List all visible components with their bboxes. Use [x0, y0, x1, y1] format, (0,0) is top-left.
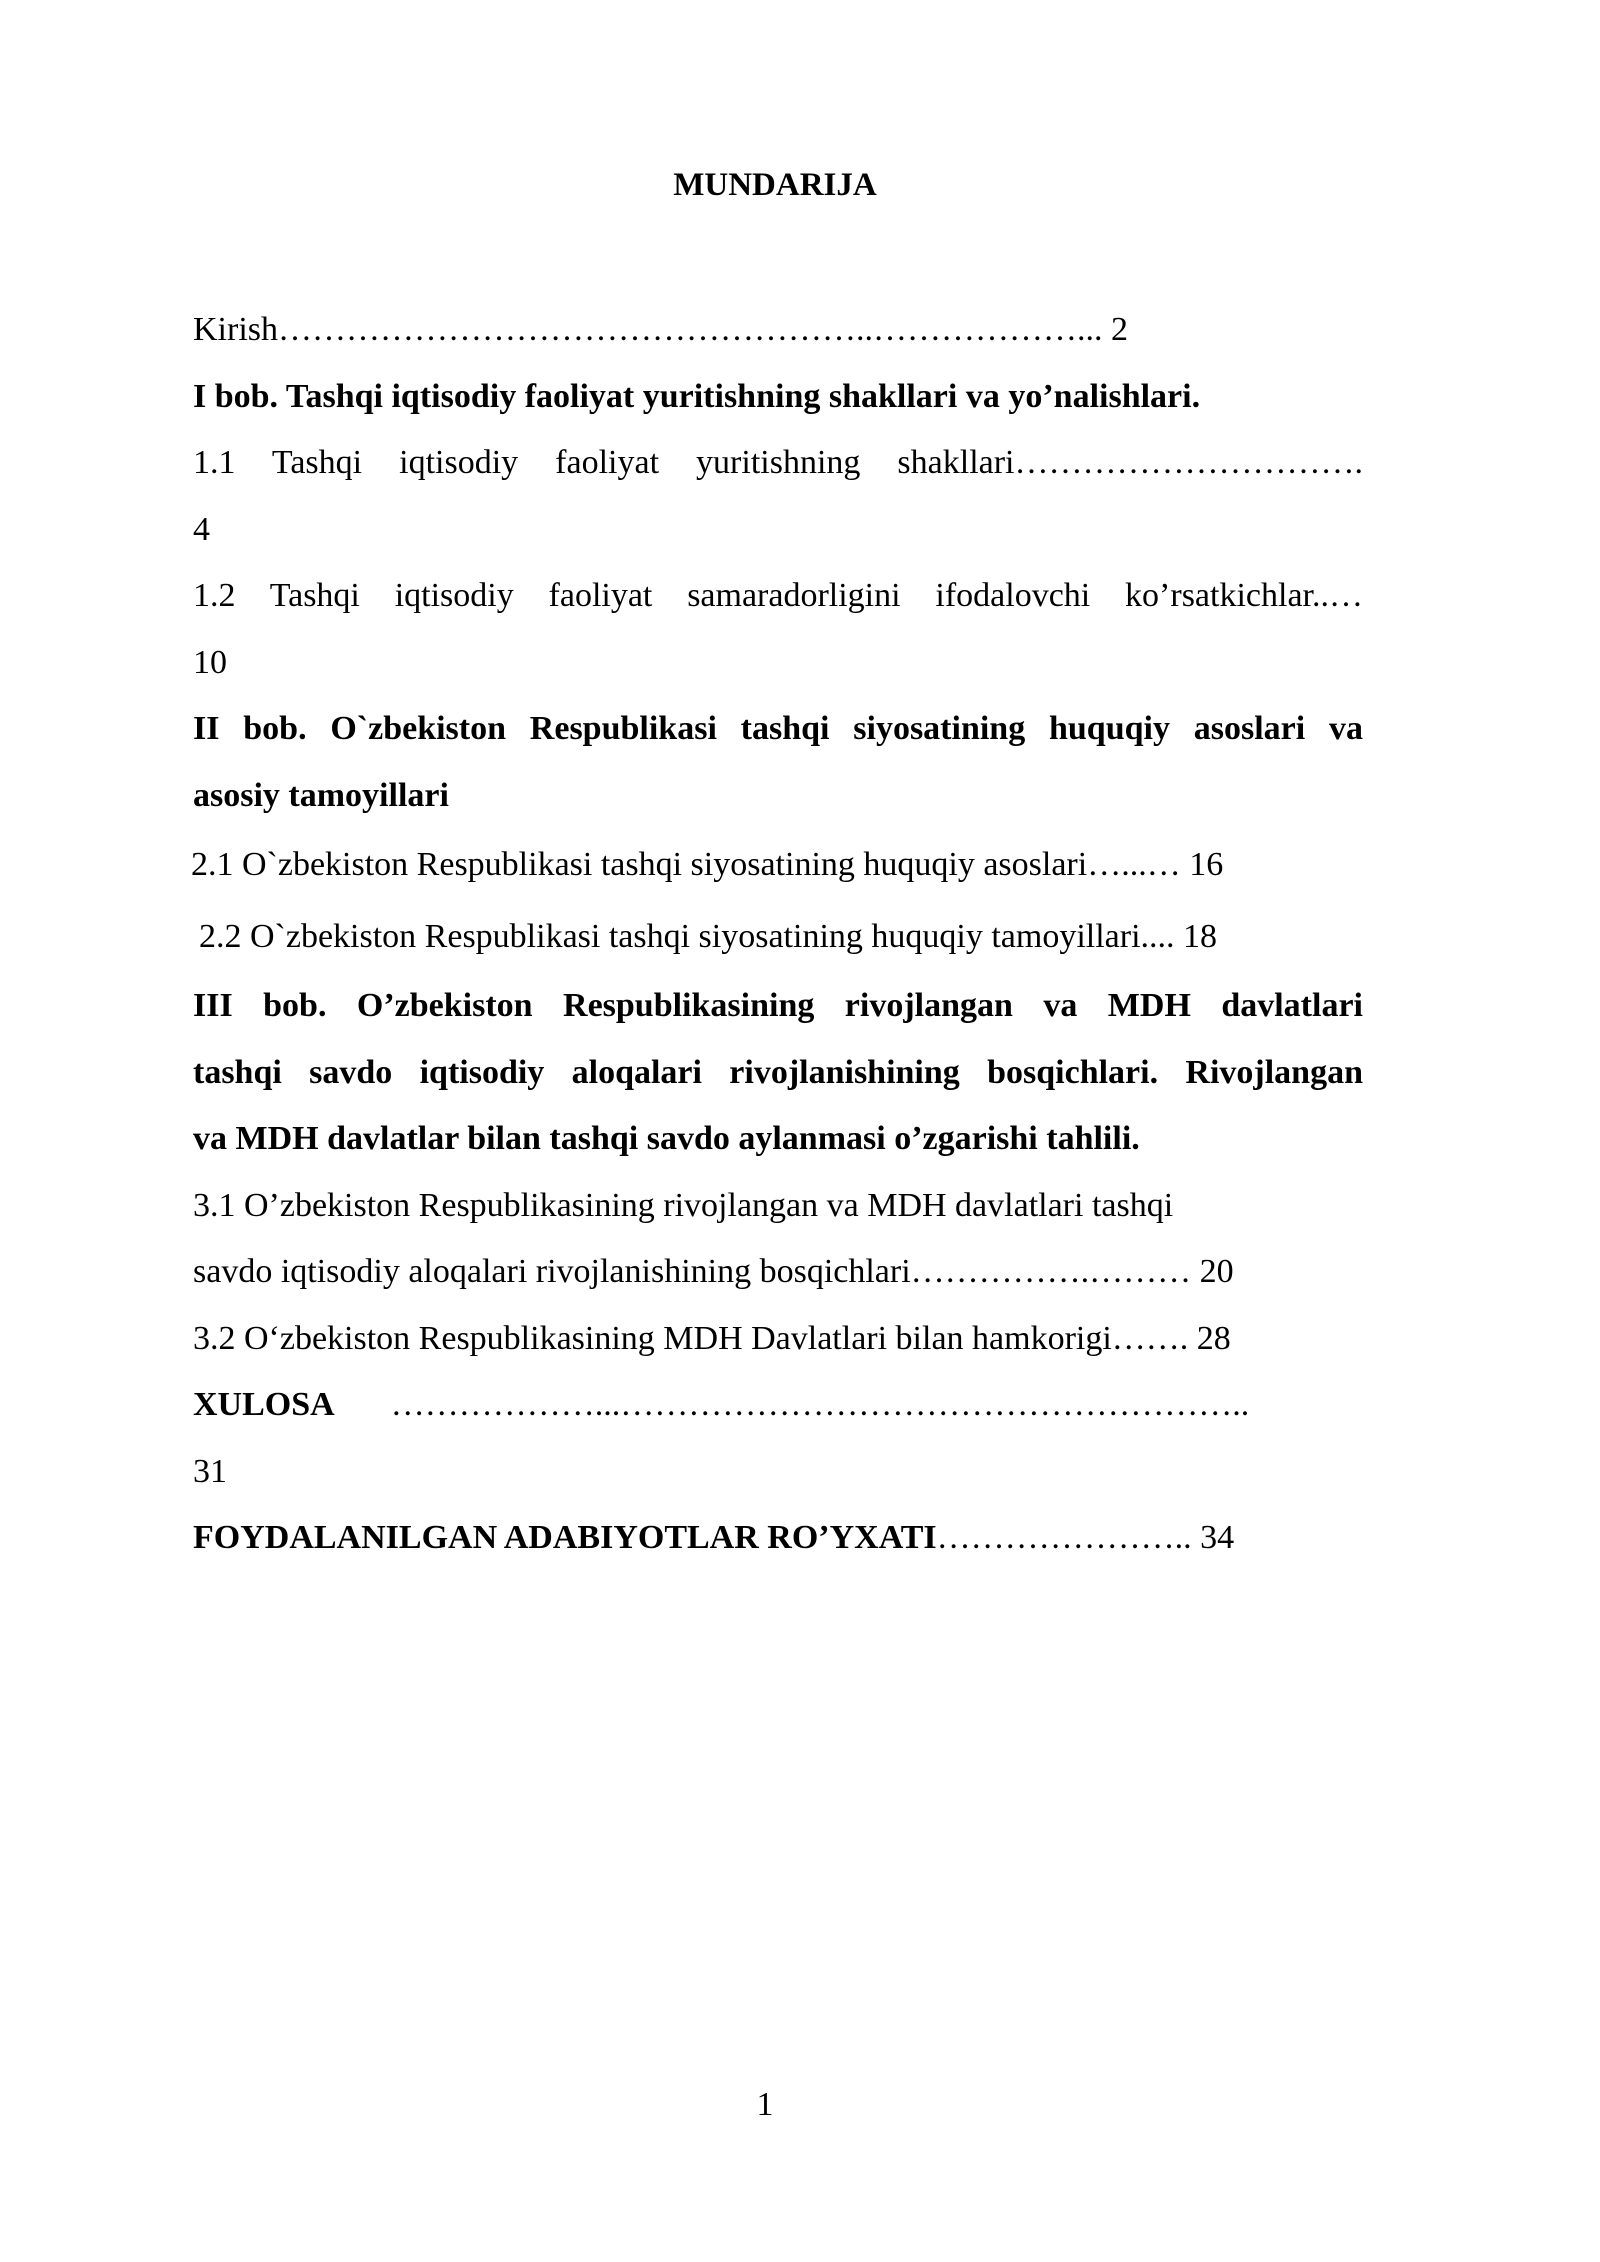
toc-section-1-2[interactable]: 1.2 Tashqi iqtisodiy faoliyat samaradorligini ifodalovchi ko’rsatkichlar..…: [193, 577, 1363, 614]
toc-chapter-2-title-line2[interactable]: asosiy tamoyillari: [193, 776, 449, 814]
toc-section-3-1-line2[interactable]: savdo iqtisodiy aloqalari rivojlanishining bosqichlari…………….……… 20: [193, 1253, 1234, 1290]
table-of-contents: [193, 297, 1363, 1572]
toc-xulosa-dots: ………………...………………………………………………..: [390, 1386, 1250, 1423]
toc-section-1-2-page: 10: [193, 643, 227, 681]
toc-section-2-2[interactable]: 2.2 O`zbekiston Respublikasi tashqi siyosatining huquqiy tamoyillari.... 18: [199, 918, 1218, 955]
toc-xulosa-label: XULOSA: [193, 1386, 335, 1423]
toc-adabiyotlar-dots: ………………….. 34: [936, 1519, 1235, 1556]
toc-section-3-1-line1[interactable]: 3.1 O’zbekiston Respublikasining rivojlangan va MDH davlatlari tashqi: [193, 1186, 1174, 1224]
page-title: MUNDARIJA: [673, 167, 877, 203]
toc-chapter-3-title-line3[interactable]: va MDH davlatlar bilan tashqi savdo aylanmasi o’zgarishi tahlili.: [193, 1120, 1140, 1157]
toc-entry-adabiyotlar[interactable]: [193, 1505, 1363, 1572]
toc-section-1-1-page: 4: [193, 510, 210, 548]
toc-section-2-1[interactable]: 2.1 O`zbekiston Respublikasi tashqi siyosatining huquqiy asoslari…...… 16: [191, 846, 1224, 883]
toc-chapter-1-title[interactable]: I bob. Tashqi iqtisodiy faoliyat yuritishning shakllari va yo’nalishlari.: [193, 377, 1201, 415]
toc-xulosa-page: 31: [193, 1452, 227, 1490]
toc-adabiyotlar-label: FOYDALANILGAN ADABIYOTLAR RO’YXATI: [193, 1519, 937, 1556]
toc-chapter-2-title-line1[interactable]: II bob. O`zbekiston Respublikasi tashqi siyosatining huquqiy asoslari va: [193, 710, 1363, 747]
toc-section-1-1[interactable]: 1.1 Tashqi iqtisodiy faoliyat yuritishning shakllari………………………….: [193, 444, 1363, 481]
toc-chapter-3-title-line1[interactable]: III bob. O’zbekiston Respublikasining rivojlangan va MDH davlatlari: [193, 987, 1363, 1024]
toc-chapter-3-title-line2[interactable]: tashqi savdo iqtisodiy aloqalari rivojlanishining bosqichlari. Rivojlangan: [193, 1053, 1363, 1091]
toc-entry-kirish[interactable]: Kirish……………………………………………..………………... 2: [193, 311, 1128, 348]
page-number: 1: [756, 2086, 774, 2123]
toc-entry-xulosa[interactable]: [193, 1372, 1363, 1439]
toc-section-3-2[interactable]: 3.2 O‘zbekiston Respublikasining MDH Davlatlari bilan hamkorigi……. 28: [193, 1319, 1231, 1357]
